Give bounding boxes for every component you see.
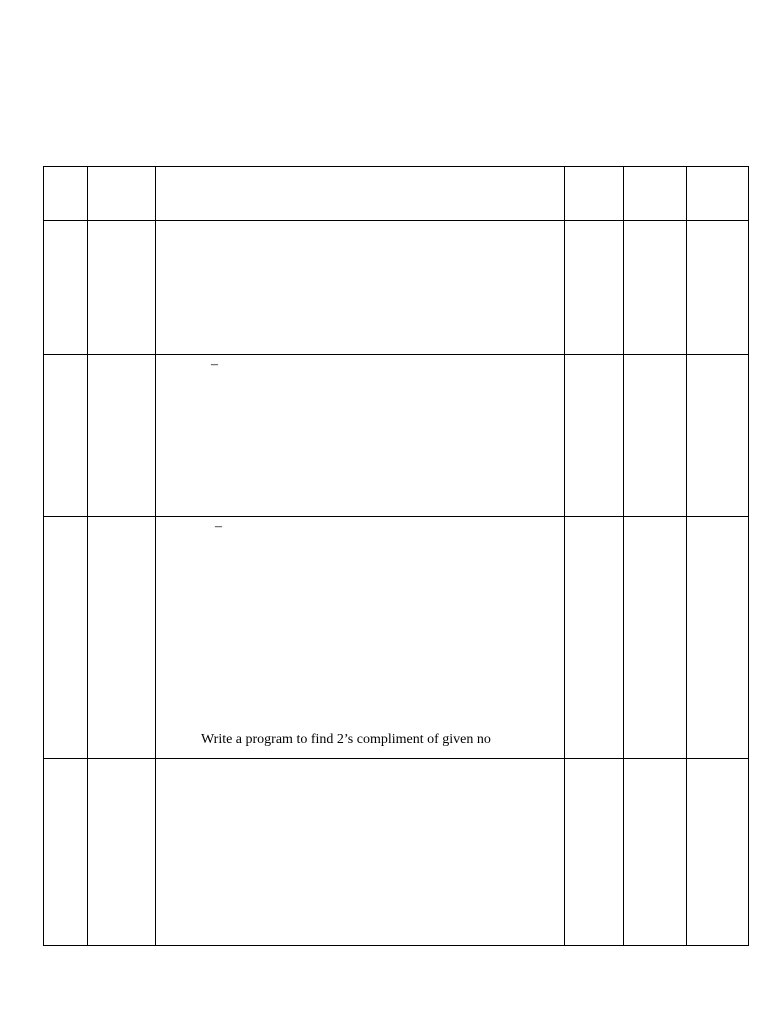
column-divider-4: [623, 166, 624, 946]
row-divider-1: [43, 354, 749, 355]
table-border-bottom: [43, 945, 749, 946]
table-border-top: [43, 166, 749, 167]
table-border-right: [748, 166, 749, 946]
table-border-left: [43, 166, 44, 946]
row-2-dash: –: [211, 357, 218, 372]
column-divider-1: [87, 166, 88, 946]
row-3-dash: –: [215, 519, 222, 534]
column-divider-5: [686, 166, 687, 946]
header-row-divider: [43, 220, 749, 221]
column-divider-2: [155, 166, 156, 946]
row-divider-2: [43, 516, 749, 517]
row-3-program-text: Write a program to find 2’s compliment of given no: [201, 732, 491, 747]
column-divider-3: [564, 166, 565, 946]
row-divider-3: [43, 758, 749, 759]
